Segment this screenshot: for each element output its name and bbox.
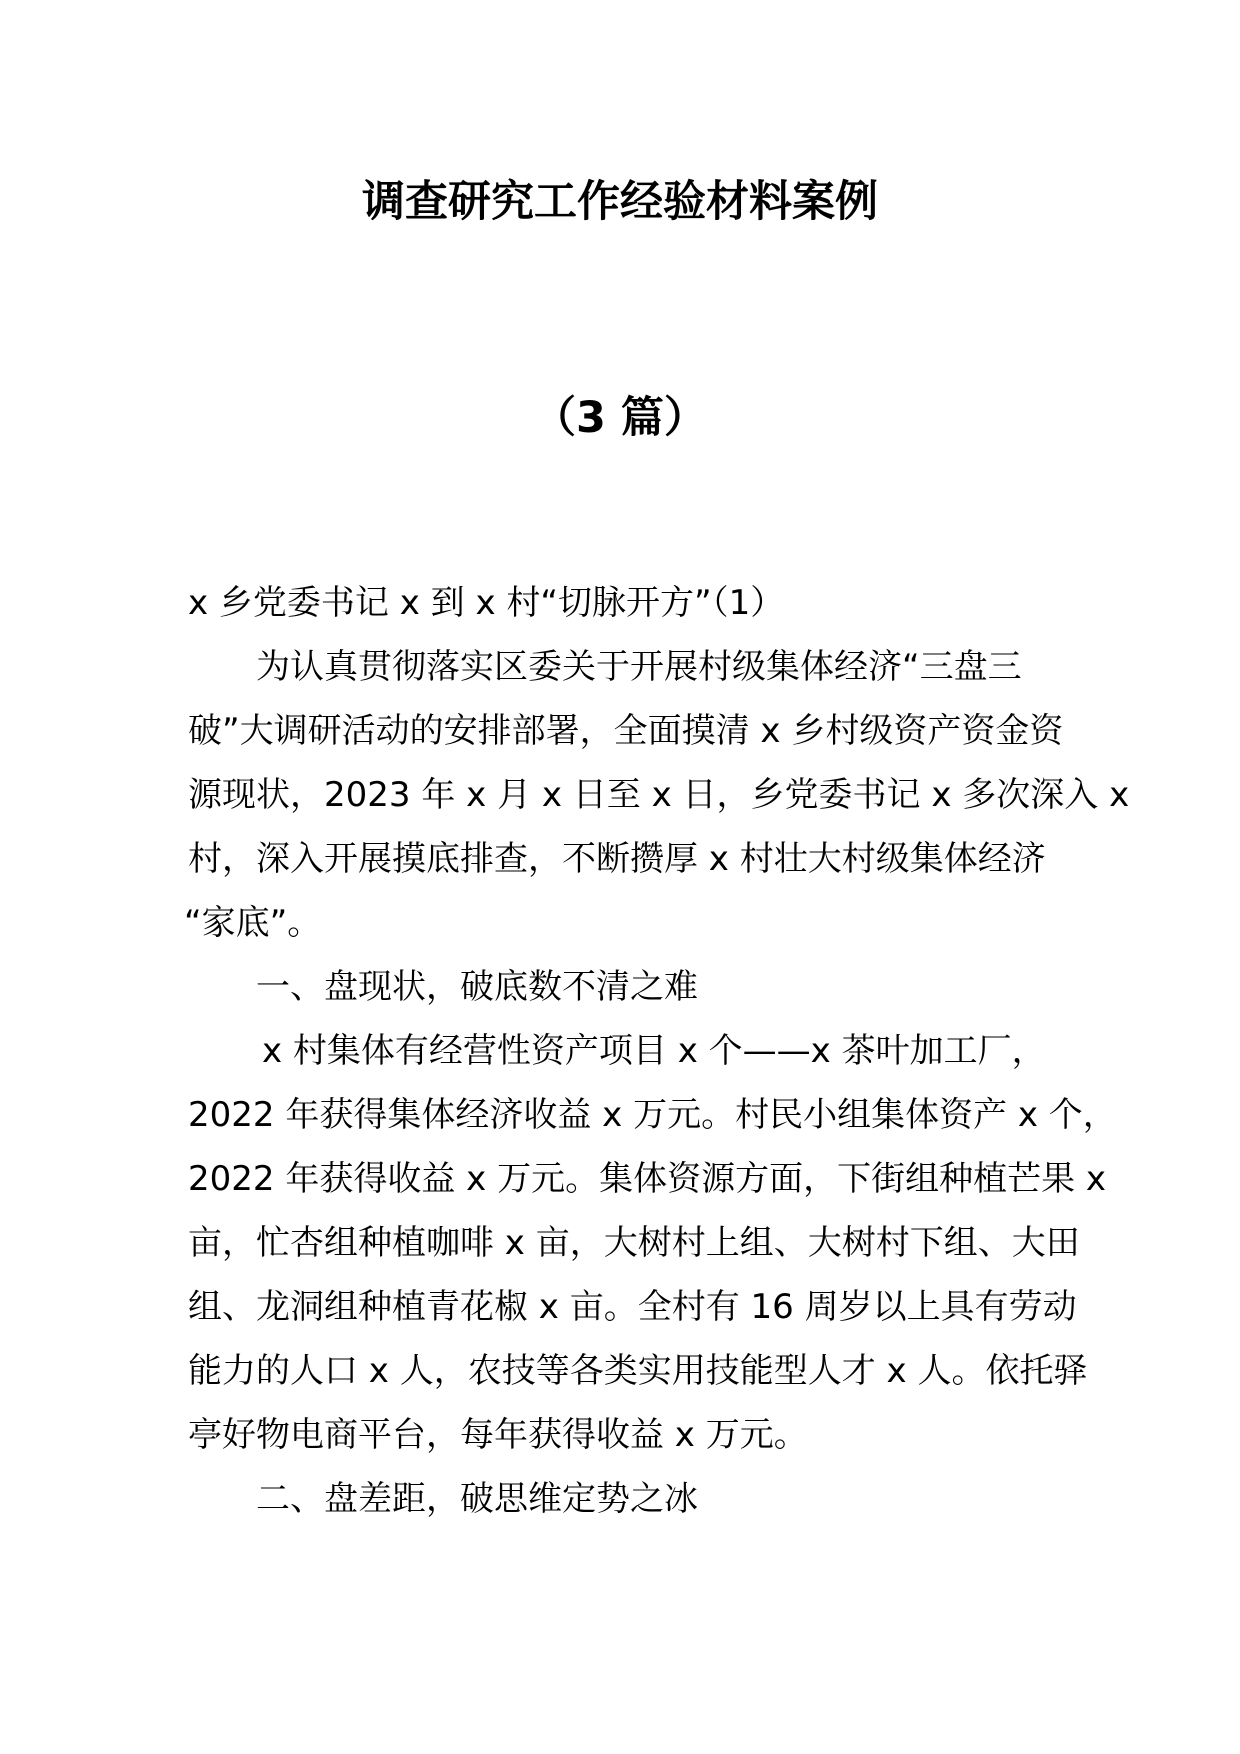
body-line: 源现状，2023 年 x 月 x 日至 x 日，乡党委书记 x 多次深入 x [188, 775, 1130, 815]
body-line: 亩，忙杏组种植咖啡 x 亩，大树村上组、大树村下组、大田 [188, 1223, 1080, 1263]
body-line: 破”大调研活动的安排部署，全面摸清 x 乡村级资产资金资 [188, 711, 1064, 751]
body-line: 能力的人口 x 人，农技等各类实用技能型人才 x 人。依托驿 [188, 1351, 1088, 1391]
body-line: 村，深入开展摸底排查，不断攒厚 x 村壮大村级集体经济 [188, 839, 1046, 879]
section-heading: 二、盘差距，破思维定势之冰 [256, 1479, 698, 1519]
body-line: 为认真贯彻落实区委关于开展村级集体经济“三盘三 [256, 647, 1022, 687]
body-line: 亭好物电商平台，每年获得收益 x 万元。 [188, 1415, 808, 1455]
body-line: 2022 年获得集体经济收益 x 万元。村民小组集体资产 x 个， [188, 1095, 1117, 1135]
document-title: 调查研究工作经验材料案例 [362, 177, 878, 227]
body-line: x 村集体有经营性资产项目 x 个——x 茶叶加工厂， [262, 1031, 1046, 1071]
body-line: 2022 年获得收益 x 万元。集体资源方面，下街组种植芒果 x [188, 1159, 1106, 1199]
document-subtitle: （3 篇） [533, 393, 707, 443]
article-heading: x 乡党委书记 x 到 x 村“切脉开方”（1） [188, 583, 785, 623]
body-line: “家底”。 [184, 903, 322, 943]
section-heading: 一、盘现状，破底数不清之难 [256, 967, 698, 1007]
body-line: 组、龙洞组种植青花椒 x 亩。全村有 16 周岁以上具有劳动 [188, 1287, 1077, 1327]
